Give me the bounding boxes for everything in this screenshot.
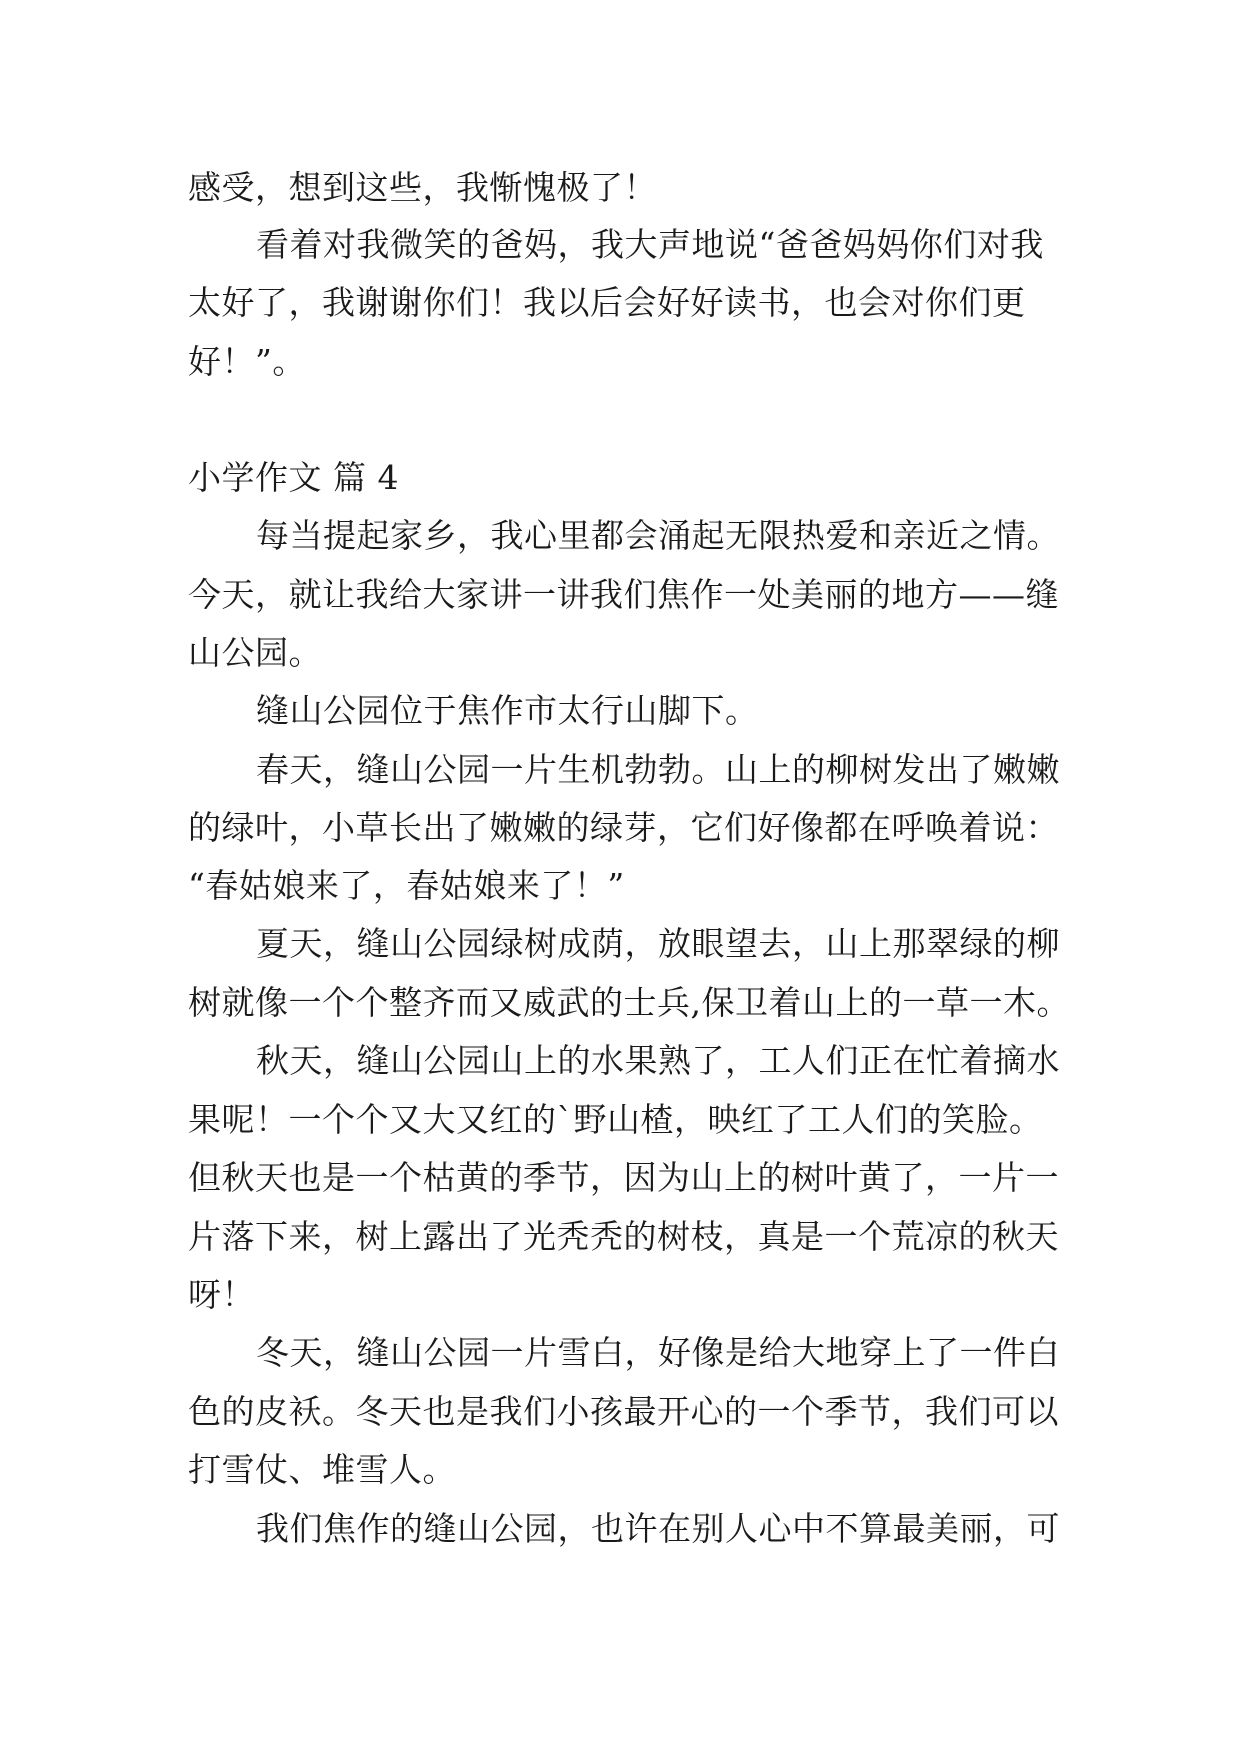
paragraph-line: 春天，缝山公园一片生机勃勃。山上的柳树发出了嫩嫩	[256, 750, 1060, 789]
text-line: 片落下来，树上露出了光秃秃的树枝，真是一个荒凉的秋天	[188, 1217, 1059, 1256]
text-line: “春姑娘来了，春姑娘来了！”	[188, 866, 625, 905]
text-line: 色的皮袄。冬天也是我们小孩最开心的一个季节，我们可以	[188, 1392, 1059, 1431]
text-line: 树就像一个个整齐而又威武的士兵,保卫着山上的一草一木。	[188, 983, 1070, 1022]
text-line: 打雪仗、堆雪人。	[188, 1450, 456, 1489]
paragraph-line: 我们焦作的缝山公园，也许在别人心中不算最美丽，可	[256, 1509, 1060, 1548]
text-line: 山公园。	[188, 633, 322, 672]
paragraph-line: 缝山公园位于焦作市太行山脚下。	[256, 691, 759, 730]
text-line: 的绿叶，小草长出了嫩嫩的绿芽，它们好像都在呼唤着说：	[188, 808, 1059, 847]
text-line: 今天，就让我给大家讲一讲我们焦作一处美丽的地方——缝	[188, 575, 1059, 614]
text-line: 果呢！一个个又大又红的`野山楂，映红了工人们的笑脸。	[188, 1100, 1043, 1139]
text-line: 但秋天也是一个枯黄的季节，因为山上的树叶黄了，一片一	[188, 1158, 1059, 1197]
paragraph-line: 每当提起家乡，我心里都会涌起无限热爱和亲近之情。	[256, 516, 1060, 555]
section-heading: 小学作文 篇 4	[188, 458, 399, 497]
paragraph-line: 夏天，缝山公园绿树成荫，放眼望去，山上那翠绿的柳	[256, 924, 1060, 963]
paragraph-line: 冬天，缝山公园一片雪白，好像是给大地穿上了一件白	[256, 1333, 1060, 1372]
text-line: 感受，想到这些，我惭愧极了！	[188, 168, 657, 207]
paragraph-line: 秋天，缝山公园山上的水果熟了，工人们正在忙着摘水	[256, 1041, 1060, 1080]
text-line: 好！”。	[188, 342, 306, 381]
text-line: 太好了，我谢谢你们！我以后会好好读书，也会对你们更	[188, 283, 1026, 322]
paragraph-line: 看着对我微笑的爸妈，我大声地说“爸爸妈妈你们对我	[256, 225, 1044, 264]
text-line: 呀！	[188, 1275, 255, 1314]
